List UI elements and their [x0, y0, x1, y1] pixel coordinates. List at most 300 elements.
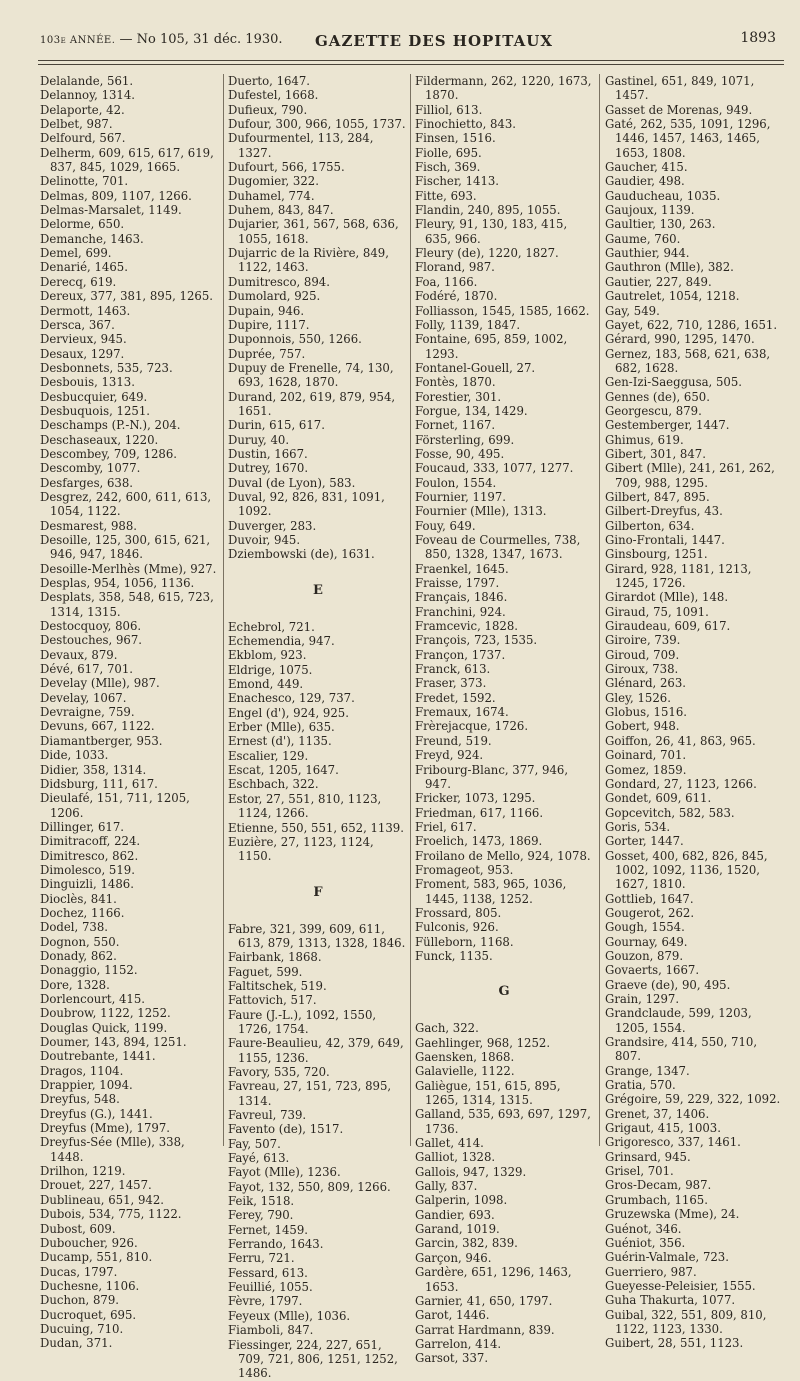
index-entry: Favento (de), 1517.	[228, 1122, 344, 1137]
index-entry: Gastinel, 651, 849, 1071, 1457.	[605, 74, 755, 103]
index-entry: Dimitresco, 862.	[40, 848, 139, 863]
index-entry: Fraisse, 1797.	[415, 576, 500, 591]
index-entry: Gauthron (Mlle), 382.	[605, 260, 734, 275]
index-entry: Giroud, 709.	[605, 647, 680, 662]
index-entry: Demanche, 1463.	[40, 231, 144, 246]
index-entry: Guérin-Valmale, 723.	[605, 1250, 729, 1265]
index-entry: Delannoy, 1314.	[40, 88, 136, 103]
index-entry: Fayot (Mlle), 1236.	[228, 1165, 341, 1180]
index-entry: Doumer, 143, 894, 1251.	[40, 1035, 187, 1050]
index-entry: Fodéré, 1870.	[415, 289, 498, 304]
index-entry: Ducroquet, 695.	[40, 1307, 137, 1322]
index-entry: Didsburg, 111, 617.	[40, 776, 158, 791]
index-entry: Franck, 613.	[415, 662, 491, 677]
index-entry: Ferru, 721.	[228, 1251, 295, 1266]
index-entry: Destocquoy, 806.	[40, 619, 142, 634]
index-entry: Guibal, 322, 551, 809, 810, 1122, 1123, 1330.	[605, 1307, 767, 1336]
index-entry: Gauducheau, 1035.	[605, 188, 721, 203]
index-entry: Forestier, 301.	[415, 389, 502, 404]
index-entry: Giroux, 738.	[605, 662, 679, 677]
header-rule-top	[38, 60, 784, 61]
index-entry: Goiffon, 26, 41, 863, 965.	[605, 733, 756, 748]
index-entry: Gough, 1554.	[605, 920, 685, 935]
index-entry: Gaujoux, 1139.	[605, 203, 695, 218]
index-entry: Funck, 1135.	[415, 948, 493, 963]
index-entry: Desbouis, 1313.	[40, 375, 135, 390]
index-entry: Fromageot, 953.	[415, 862, 514, 877]
index-entry: Fabre, 321, 399, 609, 611, 613, 879, 1313, 1328, 1846.	[228, 921, 406, 950]
index-entry: Ernest (d'), 1135.	[228, 734, 332, 749]
index-entry: Fleury (de), 1220, 1827.	[415, 246, 559, 261]
entries-f	[228, 922, 408, 1381]
index-entry: Gondet, 609, 611.	[605, 791, 712, 806]
index-entry: Duval, 92, 826, 831, 1091, 1092.	[228, 489, 385, 519]
index-entry: Feik, 1518.	[228, 1194, 295, 1209]
index-entry: Gestemberger, 1447.	[605, 418, 730, 433]
index-entry: Ferrando, 1643.	[228, 1237, 324, 1252]
index-entry: Freyd, 924.	[415, 748, 484, 763]
index-entry: Glénard, 263.	[605, 676, 687, 691]
index-entry: Dognon, 550.	[40, 934, 120, 949]
journal-title: GAZETTE DES HOPITAUX	[315, 32, 554, 50]
index-entry: Echemendia, 947.	[228, 634, 335, 649]
index-entry: Gosset, 400, 682, 826, 845, 1002, 1092, 1136, 1520, 1627, 1810.	[605, 848, 768, 892]
index-entry: Duval (de Lyon), 583.	[228, 475, 356, 490]
index-entry: Dufestel, 1668.	[228, 88, 319, 103]
index-entry: Desplas, 954, 1056, 1136.	[40, 576, 195, 591]
index-entry: Escat, 1205, 1647.	[228, 763, 339, 778]
index-entry: Gautrelet, 1054, 1218.	[605, 289, 740, 304]
index-entry: Gopcevitch, 582, 583.	[605, 805, 735, 820]
index-entry: Gallet, 414.	[415, 1136, 484, 1151]
index-entry: Fleury, 91, 130, 183, 415, 635, 966.	[415, 217, 568, 246]
index-entry: Dieulafé, 151, 711, 1205, 1206.	[40, 791, 190, 820]
index-entry: Duchesne, 1106.	[40, 1278, 140, 1293]
index-entry: Garot, 1446.	[415, 1308, 490, 1323]
index-entry: Gournay, 649.	[605, 934, 688, 949]
index-entry: Fiessinger, 224, 227, 651, 709, 721, 806, 1251, 1252, 1486.	[228, 1337, 398, 1381]
index-entry: Dubost, 609.	[40, 1221, 116, 1236]
index-entry: Fayot, 132, 550, 809, 1266.	[228, 1179, 391, 1194]
index-entry: Eschbach, 322.	[228, 777, 319, 792]
index-entry: Govaerts, 1667.	[605, 963, 700, 978]
section-letter-f: F	[313, 884, 323, 900]
index-entry: Försterling, 699.	[415, 432, 515, 447]
index-entry: Fischer, 1413.	[415, 174, 500, 189]
index-entry: Fiamboli, 847.	[228, 1323, 314, 1338]
index-entry: Desoille-Merlhès (Mme), 927.	[40, 561, 217, 576]
index-entry: Drappier, 1094.	[40, 1078, 133, 1093]
index-entry: Engel (d'), 924, 925.	[228, 705, 349, 720]
index-entry: Gaume, 760.	[605, 231, 681, 246]
index-entry: Develay, 1067.	[40, 690, 127, 705]
index-entry: Grenet, 37, 1406.	[605, 1106, 710, 1121]
index-entry: Enachesco, 129, 737.	[228, 691, 355, 706]
index-entry: Douglas Quick, 1199.	[40, 1020, 168, 1035]
index-entry: Delmas, 809, 1107, 1266.	[40, 188, 192, 203]
index-entry: Delinotte, 701.	[40, 174, 129, 189]
index-entry: Gougerot, 262.	[605, 905, 695, 920]
index-entry: Gaensken, 1868.	[415, 1050, 515, 1064]
index-entry: Galliot, 1328.	[415, 1150, 496, 1165]
index-entry: Galland, 535, 693, 697, 1297, 1736.	[415, 1107, 591, 1136]
index-entry: Gandier, 693.	[415, 1207, 495, 1222]
header-rule-bottom	[38, 64, 784, 65]
index-entry: Fisch, 369.	[415, 160, 481, 175]
index-entry: Fraser, 373.	[415, 676, 487, 691]
index-entry: Delorme, 650.	[40, 217, 125, 232]
index-entry: Etienne, 550, 551, 652, 1139.	[228, 820, 404, 835]
entries-g	[415, 1021, 593, 1365]
index-column-1	[40, 74, 218, 1351]
index-entry: Grigoresco, 337, 1461.	[605, 1135, 741, 1150]
issue-info	[40, 32, 283, 47]
index-entry: Dufourmentel, 113, 284, 1327.	[228, 131, 374, 160]
index-entry: Duponnois, 550, 1266.	[228, 332, 362, 347]
index-entry: Gayet, 622, 710, 1286, 1651.	[605, 317, 778, 332]
page-number: 1893	[740, 30, 776, 46]
entries-d-cont	[228, 74, 408, 562]
index-entry: Ducamp, 551, 810.	[40, 1250, 153, 1265]
index-entry: Duboucher, 926.	[40, 1235, 138, 1250]
index-entry: Grange, 1347.	[605, 1063, 690, 1078]
index-entry: Duvoir, 945.	[228, 533, 301, 547]
index-entry: Delherm, 609, 615, 617, 619, 837, 845, 1029, 1665.	[40, 145, 214, 175]
index-entry: Deschaseaux, 1220.	[40, 432, 159, 447]
index-entry: Duruy, 40.	[228, 432, 290, 447]
index-entry: Dochez, 1166.	[40, 905, 125, 920]
index-entry: Dervieux, 945.	[40, 332, 127, 347]
index-entry: Gaucher, 415.	[605, 160, 688, 175]
index-entry: Gueyesse-Peleisier, 1555.	[605, 1278, 756, 1293]
index-entry: Galiègue, 151, 615, 895, 1265, 1314, 1315.	[415, 1078, 561, 1108]
index-entry: Doubrow, 1122, 1252.	[40, 1006, 171, 1021]
index-entry: Deschamps (P.-N.), 204.	[40, 418, 181, 433]
index-entry: Gobert, 948.	[605, 719, 680, 734]
index-entry: Grandsire, 414, 550, 710, 807.	[605, 1035, 758, 1064]
index-entry: Gilbert, 847, 895.	[605, 489, 710, 504]
index-entry: Franchini, 924.	[415, 604, 506, 619]
index-entry: Ducas, 1797.	[40, 1264, 118, 1279]
index-entry: Grandclaude, 599, 1203, 1205, 1554.	[605, 1006, 752, 1035]
index-entry: Gardère, 651, 1296, 1463, 1653.	[415, 1265, 572, 1294]
index-entry: Dziembowski (de), 1631.	[228, 547, 375, 562]
index-entry: Foveau de Courmelles, 738, 850, 1328, 1347, 1673.	[415, 533, 581, 562]
section-letter-g: G	[498, 984, 510, 1000]
index-entry: Demel, 699.	[40, 246, 112, 261]
index-entry: Dide, 1033.	[40, 748, 109, 763]
index-entry: Dimitracoff, 224.	[40, 834, 141, 849]
index-entry: Delbet, 987.	[40, 117, 113, 132]
index-entry: Fouy, 649.	[415, 518, 476, 533]
index-entry: Frèrejacque, 1726.	[415, 719, 529, 734]
index-column-2	[228, 74, 408, 1381]
index-entry: Echebrol, 721.	[228, 619, 315, 634]
index-entry: Escalier, 129.	[228, 748, 309, 763]
index-entry: Friedman, 617, 1166.	[415, 805, 544, 820]
index-entry: Gaudier, 498.	[605, 174, 685, 189]
index-entry: Giroire, 739.	[605, 633, 681, 648]
index-entry: Devuns, 667, 1122.	[40, 719, 155, 734]
index-entry: Gaté, 262, 535, 1091, 1296, 1446, 1457, 1463, 1465, 1653, 1808.	[605, 117, 771, 160]
index-entry: Girardot (Mlle), 148.	[605, 590, 729, 605]
index-column-3	[415, 74, 593, 1366]
index-entry: Fülleborn, 1168.	[415, 934, 514, 949]
index-entry: Dupire, 1117.	[228, 317, 310, 332]
index-entry: Donady, 862.	[40, 948, 117, 963]
index-entry: Galperin, 1098.	[415, 1193, 508, 1208]
index-entry: Favory, 535, 720.	[228, 1064, 330, 1079]
index-entry: Dufour, 300, 966, 1055, 1737.	[228, 117, 406, 132]
index-entry: Gouzon, 879.	[605, 948, 684, 963]
index-entry: Ferey, 790.	[228, 1208, 294, 1223]
index-entry: Favreul, 739.	[228, 1108, 307, 1122]
index-entry: Dujarier, 361, 567, 568, 636, 1055, 1618.	[228, 217, 399, 246]
index-entry: Français, 1846.	[415, 590, 508, 605]
index-entry: Ghimus, 619.	[605, 432, 684, 447]
index-entry: Delmas-Marsalet, 1149.	[40, 203, 182, 218]
index-entry: Duverger, 283.	[228, 518, 317, 533]
index-entry: Guha Thakurta, 1077.	[605, 1293, 736, 1308]
section-letter-e: E	[313, 582, 323, 598]
index-entry: Fayé, 613.	[228, 1151, 290, 1166]
index-entry: Dumolard, 925.	[228, 289, 321, 304]
index-columns	[40, 74, 785, 1381]
index-entry: Fulconis, 926.	[415, 920, 499, 935]
index-entry: Fribourg-Blanc, 377, 946, 947.	[415, 762, 569, 791]
index-entry: Doutrebante, 1441.	[40, 1049, 156, 1064]
index-entry: Filliol, 613.	[415, 102, 483, 117]
index-entry: Destouches, 967.	[40, 633, 142, 648]
index-entry: Fildermann, 262, 1220, 1673, 1870.	[415, 74, 592, 103]
index-entry: Faguet, 599.	[228, 964, 303, 979]
index-entry: Finochietto, 843.	[415, 117, 517, 132]
index-entry: Fornet, 1167.	[415, 418, 496, 433]
index-entry: Duhamel, 774.	[228, 188, 315, 203]
index-entry: Dufieux, 790.	[228, 102, 308, 117]
index-entry: Duprée, 757.	[228, 346, 306, 361]
index-entry: Dinguizli, 1486.	[40, 877, 134, 892]
index-entry: Gasset de Morenas, 949.	[605, 102, 753, 117]
index-entry: Finsen, 1516.	[415, 131, 496, 146]
index-entry: Garnier, 41, 650, 1797.	[415, 1293, 553, 1308]
index-entry: Gibert (Mlle), 241, 261, 262, 709, 988, 1295.	[605, 461, 775, 490]
index-entry: Fairbank, 1868.	[228, 950, 322, 965]
index-entry: Faltitschek, 519.	[228, 978, 327, 993]
index-entry: Girard, 928, 1181, 1213, 1245, 1726.	[605, 561, 752, 591]
index-entry: Gomez, 1859.	[605, 762, 687, 777]
index-entry: Erber (Mlle), 635.	[228, 720, 335, 735]
index-entry: Gilberton, 634.	[605, 518, 695, 533]
index-entry: Dudan, 371.	[40, 1336, 113, 1351]
index-entry: Delaporte, 42.	[40, 102, 125, 117]
index-entry: Dermott, 1463.	[40, 303, 131, 318]
index-entry: Duchon, 879.	[40, 1293, 119, 1308]
index-entry: Denarié, 1465.	[40, 260, 128, 275]
index-entry: Dutrey, 1670.	[228, 461, 309, 476]
index-entry: Gratia, 570.	[605, 1078, 676, 1093]
index-entry: Gérard, 990, 1295, 1470.	[605, 332, 755, 347]
index-entry: Giraud, 75, 1091.	[605, 604, 709, 619]
index-entry: Fattovich, 517.	[228, 993, 317, 1008]
index-entry: Friel, 617.	[415, 819, 477, 834]
index-entry: Gondard, 27, 1123, 1266.	[605, 776, 757, 791]
index-entry: Gay, 549.	[605, 303, 660, 318]
index-entry: Desbuquois, 1251.	[40, 403, 150, 418]
index-entry: Derecq, 619.	[40, 274, 117, 289]
index-entry: Dodel, 738.	[40, 920, 108, 935]
index-entry: François, 723, 1535.	[415, 633, 538, 648]
index-entry: Dore, 1328.	[40, 977, 110, 992]
index-entry: Guéniot, 356.	[605, 1235, 686, 1250]
index-entry: Fitte, 693.	[415, 188, 477, 203]
index-entry: Garçon, 946.	[415, 1250, 492, 1265]
index-entry: Gally, 837.	[415, 1179, 478, 1194]
index-entry: Fernet, 1459.	[228, 1222, 309, 1237]
index-entry: Dublineau, 651, 942.	[40, 1192, 164, 1207]
index-entry: Fèvre, 1797.	[228, 1294, 303, 1309]
index-entry: Descombey, 709, 1286.	[40, 446, 178, 461]
index-entry: Fontès, 1870.	[415, 375, 496, 390]
index-entry: Folliasson, 1545, 1585, 1662.	[415, 303, 590, 318]
index-entry: Guénot, 346.	[605, 1221, 682, 1236]
index-entry: Dreyfus, 548.	[40, 1092, 120, 1107]
index-entry: Dillinger, 617.	[40, 819, 125, 834]
year-label: 103e ANNÉE.	[40, 35, 116, 46]
index-entry: Folly, 1139, 1847.	[415, 317, 521, 332]
index-column-4	[605, 74, 785, 1351]
index-entry: Emond, 449.	[228, 677, 304, 692]
index-entry: Gorter, 1447.	[605, 834, 684, 849]
index-entry: Françon, 1737.	[415, 647, 506, 662]
index-entry: Froelich, 1473, 1869.	[415, 834, 543, 849]
index-entry: Ekblom, 923.	[228, 648, 307, 663]
index-entry: Foulon, 1554.	[415, 475, 497, 490]
index-entry: Desbonnets, 535, 723.	[40, 360, 173, 375]
index-entry: Favreau, 27, 151, 723, 895, 1314.	[228, 1079, 392, 1108]
index-entry: Dugomier, 322.	[228, 174, 319, 189]
index-entry: Delfourd, 567.	[40, 131, 126, 146]
index-entry: Gaultier, 130, 263.	[605, 217, 716, 232]
index-entry: Feuillié, 1055.	[228, 1280, 313, 1295]
index-entry: Fournier, 1197.	[415, 489, 506, 504]
index-entry: Dorlencourt, 415.	[40, 992, 146, 1006]
index-entry: Dereux, 377, 381, 895, 1265.	[40, 289, 214, 304]
index-entry: Develay (Mlle), 987.	[40, 676, 160, 691]
index-entry: Giraudeau, 609, 617.	[605, 619, 731, 634]
index-entry: Fricker, 1073, 1295.	[415, 791, 536, 806]
index-entry: Gino-Frontali, 1447.	[605, 533, 725, 547]
index-entry: Fay, 507.	[228, 1136, 281, 1151]
index-entry: Georgescu, 879.	[605, 403, 702, 418]
index-entry: Desgrez, 242, 600, 611, 613, 1054, 1122.	[40, 489, 212, 519]
index-entry: Fraenkel, 1645.	[415, 561, 509, 576]
index-entry: Durin, 615, 617.	[228, 418, 325, 433]
index-entry: Garsot, 337.	[415, 1351, 489, 1366]
index-entry: Florand, 987.	[415, 260, 495, 275]
index-entry: Dupain, 946.	[228, 303, 305, 318]
index-entry: Froilano de Mello, 924, 1078.	[415, 848, 591, 863]
index-entry: Faure-Beaulieu, 42, 379, 649, 1155, 1236.	[228, 1036, 404, 1065]
index-entry: Dreyfus (Mme), 1797.	[40, 1121, 171, 1136]
index-entry: Dumitresco, 894.	[228, 274, 330, 289]
entries-f-cont	[415, 74, 593, 963]
index-entry: Fiolle, 695.	[415, 145, 482, 160]
index-entry: Fremaux, 1674.	[415, 705, 509, 720]
index-entry: Didier, 358, 1314.	[40, 762, 147, 777]
index-entry: Devaux, 879.	[40, 647, 118, 662]
index-entry: Framcevic, 1828.	[415, 619, 518, 634]
index-entry: Desfarges, 638.	[40, 475, 134, 490]
index-entry: Fredet, 1592.	[415, 690, 496, 705]
index-entry: Garrat Hardmann, 839.	[415, 1322, 555, 1337]
index-entry: Flandin, 240, 895, 1055.	[415, 203, 561, 218]
index-entry: Dévé, 617, 701.	[40, 662, 133, 677]
index-entry: Freund, 519.	[415, 733, 492, 748]
index-entry: Grégoire, 59, 229, 322, 1092.	[605, 1092, 781, 1107]
index-entry: Froment, 583, 965, 1036, 1445, 1138, 1252.	[415, 877, 567, 906]
index-entry: Donaggio, 1152.	[40, 963, 138, 978]
page-header	[40, 28, 780, 58]
index-entry: Desplats, 358, 548, 615, 723, 1314, 1315.	[40, 590, 214, 619]
index-entry: Fontanel-Gouell, 27.	[415, 360, 536, 375]
index-entry: Grain, 1297.	[605, 992, 680, 1006]
index-entry: Dreyfus-Sée (Mlle), 338, 1448.	[40, 1135, 185, 1164]
entries-e	[228, 620, 408, 864]
index-entry: Dujarric de la Rivière, 849, 1122, 1463.	[228, 246, 389, 275]
index-entry: Delalande, 561.	[40, 74, 134, 88]
index-entry: Faure (J.-L.), 1092, 1550, 1726, 1754.	[228, 1007, 377, 1036]
index-entry: Dersca, 367.	[40, 317, 115, 332]
index-entry: Dufourt, 566, 1755.	[228, 160, 345, 175]
index-entry: Galavielle, 1122.	[415, 1064, 515, 1079]
index-entry: Devraigne, 759.	[40, 705, 135, 720]
index-entry: Gernez, 183, 568, 621, 638, 682, 1628.	[605, 346, 771, 375]
index-entry: Frossard, 805.	[415, 905, 502, 920]
index-entry: Duerto, 1647.	[228, 74, 311, 88]
index-entry: Gaehlinger, 968, 1252.	[415, 1035, 551, 1050]
index-entry: Guibert, 28, 551, 1123.	[605, 1336, 744, 1351]
index-entry: Foa, 1166.	[415, 274, 478, 289]
index-entry: Feyeux (Mlle), 1036.	[228, 1308, 351, 1323]
index-entry: Diamantberger, 953.	[40, 733, 163, 748]
index-entry: Gen-Izi-Saeggusa, 505.	[605, 375, 742, 390]
index-entry: Garand, 1019.	[415, 1222, 500, 1237]
index-entry: Ducuing, 710.	[40, 1321, 124, 1336]
index-entry: Dioclès, 841.	[40, 891, 117, 906]
index-entry: Garrelon, 414.	[415, 1336, 502, 1351]
index-entry: Grigaut, 415, 1003.	[605, 1121, 721, 1136]
index-entry: Gauthier, 944.	[605, 246, 690, 261]
index-entry: Gallois, 947, 1329.	[415, 1164, 527, 1179]
index-entry: Euzière, 27, 1123, 1124, 1150.	[228, 834, 374, 864]
index-entry: Gautier, 227, 849.	[605, 274, 712, 289]
issue-number: — No 105, 31 déc. 1930.	[119, 32, 283, 47]
index-entry: Graeve (de), 90, 495.	[605, 977, 731, 992]
index-entry: Dustin, 1667.	[228, 446, 308, 461]
index-entry: Ginsbourg, 1251.	[605, 547, 708, 562]
index-entry: Goris, 534.	[605, 819, 671, 834]
index-entry: Descomby, 1077.	[40, 461, 141, 476]
index-entry: Fontaine, 695, 859, 1002, 1293.	[415, 332, 568, 361]
index-entry: Fosse, 90, 495.	[415, 446, 505, 461]
index-entry: Guerriero, 987.	[605, 1264, 697, 1279]
index-entry: Durand, 202, 619, 879, 954, 1651.	[228, 389, 396, 418]
index-entry: Desaux, 1297.	[40, 346, 125, 361]
index-entry: Forgue, 134, 1429.	[415, 403, 528, 418]
index-entry: Dupuy de Frenelle, 74, 130, 693, 1628, 1870.	[228, 360, 394, 390]
index-entry: Drilhon, 1219.	[40, 1164, 126, 1179]
